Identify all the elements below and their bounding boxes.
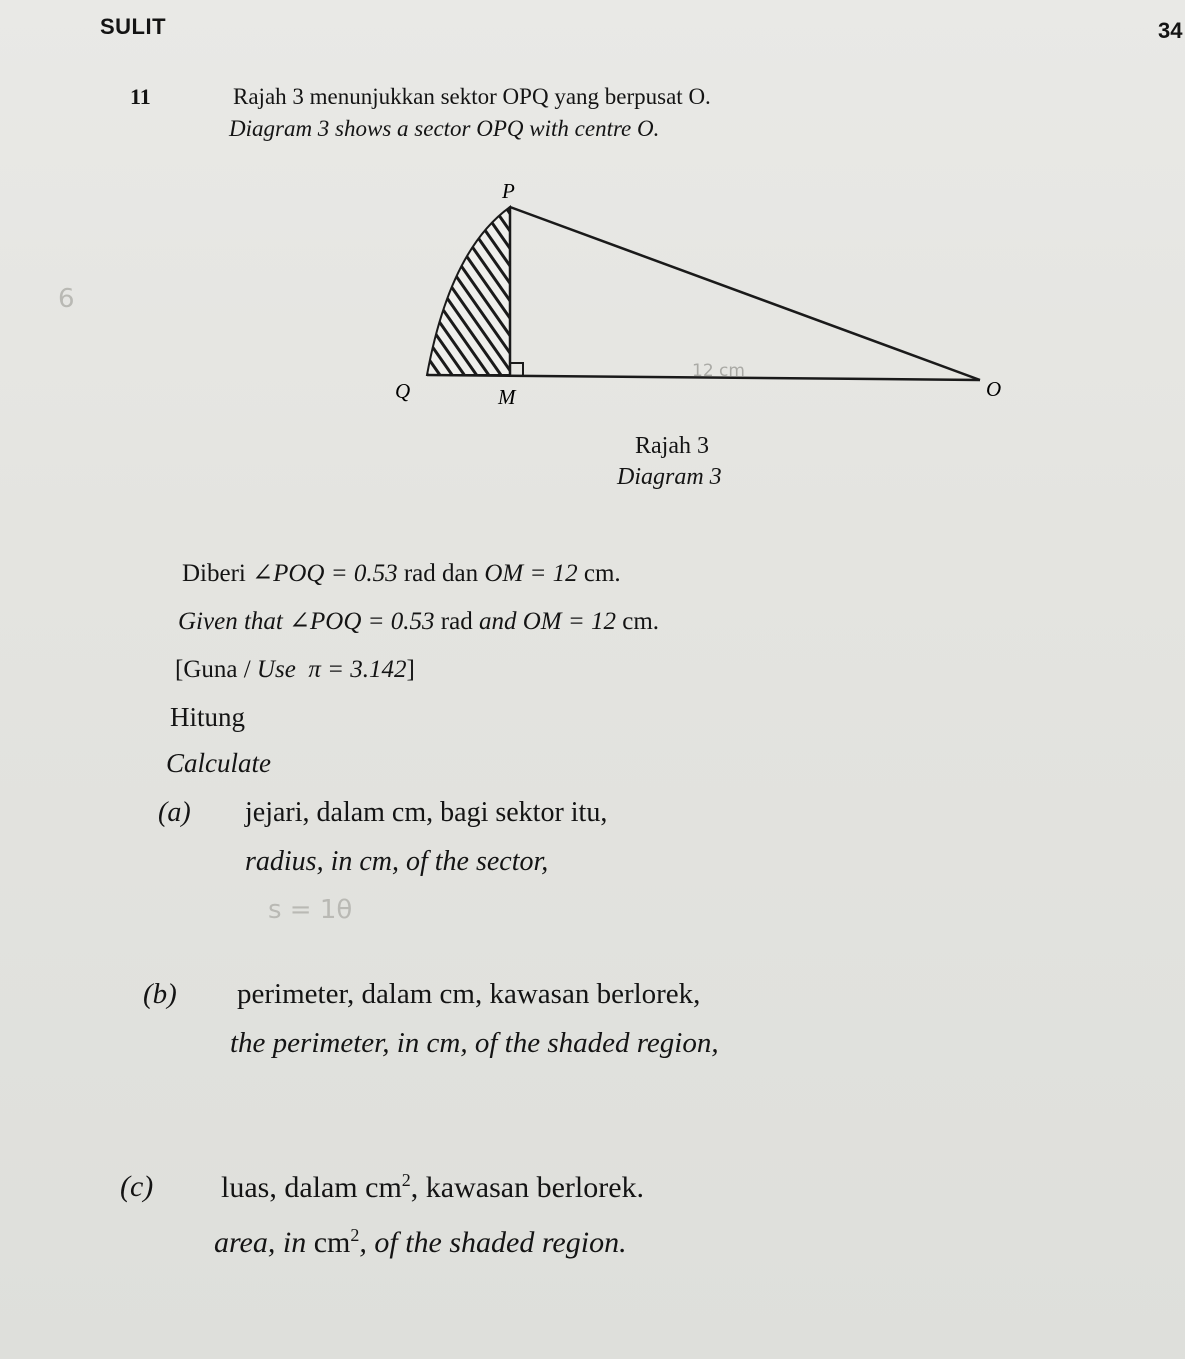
side-op: [510, 207, 980, 380]
given-length: OM = 12: [484, 560, 578, 587]
page-number: 34: [1158, 18, 1183, 43]
given-en-prefix: Given that: [178, 608, 283, 635]
pi-value-note: [175, 656, 415, 684]
sulit-header: SULIT: [100, 14, 167, 39]
use-close: ]: [406, 656, 415, 683]
part-b-label: (b): [143, 978, 177, 1010]
shaded-region: [427, 207, 510, 375]
part-a-label: (a): [158, 797, 191, 828]
given-malay: [182, 558, 621, 588]
part-c-english: [214, 1225, 627, 1260]
part-b-malay: perimeter, dalam cm, kawasan berlorek,: [237, 978, 701, 1010]
instruction-english: Calculate: [166, 748, 271, 778]
given-en-mid: and: [478, 608, 517, 635]
pencil-length-note: 12 cm: [692, 361, 745, 381]
part-c-ms-after: , kawasan berlorek.: [410, 1171, 645, 1204]
part-c-ms-unit: cm: [365, 1171, 402, 1204]
given-en-length: OM = 12: [522, 608, 616, 635]
label-m: M: [498, 385, 516, 409]
given-english: [178, 606, 659, 636]
part-c-label: (c): [120, 1170, 154, 1203]
given-unit: cm.: [583, 560, 621, 587]
given-en-rad: rad: [440, 608, 473, 635]
part-c-en-before: area, in: [214, 1226, 307, 1259]
part-c-en-exponent: 2: [350, 1225, 360, 1245]
label-p: P: [502, 179, 515, 203]
label-q: Q: [395, 379, 411, 403]
given-en-unit: cm.: [622, 608, 660, 635]
diagram-caption-malay: Rajah 3: [635, 433, 709, 459]
part-c-en-unit: cm: [313, 1226, 351, 1259]
part-a-english: radius, in cm, of the sector,: [245, 846, 549, 877]
given-prefix: Diberi: [182, 560, 246, 587]
given-en-angle: ∠POQ = 0.53: [289, 608, 435, 635]
pi-value: π = 3.142: [308, 656, 407, 683]
part-a-malay: jejari, dalam cm, bagi sektor itu,: [245, 797, 608, 828]
question-intro-english: Diagram 3 shows a sector OPQ with centre O.: [229, 116, 660, 141]
part-c-ms-before: luas, dalam: [221, 1171, 358, 1204]
right-angle-marker: [510, 363, 523, 376]
question-intro-malay: Rajah 3 menunjukkan sektor OPQ yang berpusat O.: [233, 84, 711, 109]
pencil-margin-digit: 6: [58, 284, 75, 314]
sector-diagram: [380, 170, 1040, 430]
use-word: Use: [256, 656, 296, 683]
question-number: 11: [130, 84, 151, 109]
given-mid: rad dan: [403, 560, 479, 587]
part-c-malay: [221, 1170, 644, 1205]
given-angle: ∠POQ = 0.53: [252, 560, 398, 587]
part-c-ms-exponent: 2: [401, 1170, 411, 1190]
instruction-malay: Hitung: [170, 702, 246, 732]
part-c-en-after: , of the shaded region.: [359, 1226, 627, 1259]
use-open: [Guna /: [175, 656, 257, 683]
pencil-formula: s = 1θ: [268, 895, 353, 925]
label-o: O: [986, 377, 1002, 401]
diagram-caption-english: Diagram 3: [617, 464, 722, 490]
part-b-english: the perimeter, in cm, of the shaded region,: [230, 1027, 719, 1059]
